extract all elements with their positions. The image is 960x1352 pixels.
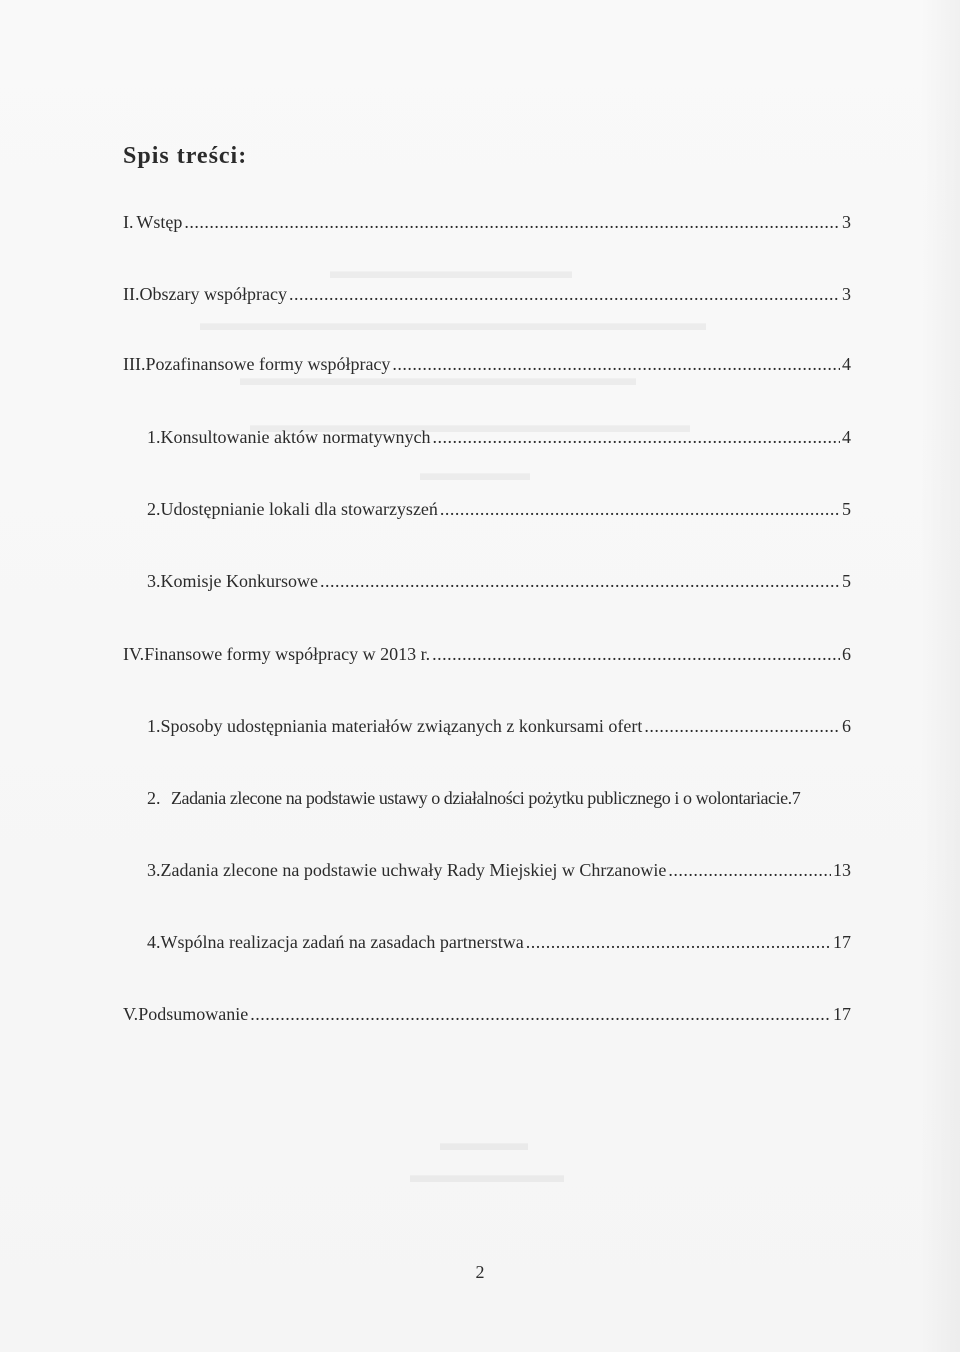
toc-entry-number: V. [123, 1004, 139, 1024]
show-through-artifact [440, 1130, 528, 1156]
toc-dot-leader [184, 211, 840, 233]
toc-entry[interactable] [147, 787, 851, 809]
toc-entry-page: 17 [833, 932, 851, 952]
toc-dot-leader [440, 498, 840, 520]
toc-dot-leader [289, 283, 840, 305]
toc-entry-page: 3 [842, 284, 851, 304]
toc-entry-page: 17 [833, 1004, 851, 1024]
toc-entry-title: Finansowe formy współpracy w 2013 r. [144, 644, 431, 664]
toc-entry[interactable] [123, 643, 851, 665]
toc-entry-number: 1. [147, 427, 161, 447]
toc-entry-title: Udostępnianie lokali dla stowarzyszeń [160, 499, 438, 519]
toc-entry-number: 2. [147, 788, 161, 808]
show-through-artifact [410, 1162, 564, 1188]
toc-entry-number: 4. [147, 932, 161, 952]
toc-entry-title: Wstęp [136, 212, 183, 232]
toc-entry-number: 3. [147, 571, 161, 591]
toc-entry[interactable] [123, 211, 851, 233]
toc-entry-page: 5 [842, 499, 851, 519]
toc-dot-leader [668, 859, 831, 881]
page-number: 2 [475, 1262, 485, 1282]
toc-entry[interactable] [147, 498, 851, 520]
toc-heading: Spis treści: [123, 143, 248, 169]
toc-entry-number: IV. [123, 644, 145, 664]
toc-entry-title: Zadania zlecone na podstawie ustawy o działalności pożytku publicznego i o wolontariacie. [171, 788, 792, 808]
toc-entry[interactable] [147, 426, 851, 448]
page-edge-shadow [920, 0, 960, 1352]
toc-dot-leader [392, 353, 840, 375]
toc-dot-leader [644, 715, 840, 737]
toc-entry[interactable] [123, 283, 851, 305]
toc-entry-title: Pozafinansowe formy współpracy [145, 354, 391, 374]
toc-entry-title: Obszary współpracy [139, 284, 287, 304]
toc-dot-leader [250, 1003, 831, 1025]
toc-entry-title: Wspólna realizacja zadań na zasadach partnerstwa [160, 932, 524, 952]
toc-entry-title: Konsultowanie aktów normatywnych [160, 427, 431, 447]
toc-entry-page: 6 [842, 716, 851, 736]
toc-entry[interactable] [147, 859, 851, 881]
toc-entry-number: 3. [147, 860, 161, 880]
toc-entry-page: 7 [791, 788, 801, 808]
toc-entry[interactable] [147, 931, 851, 953]
toc-entry-number: III. [123, 354, 146, 374]
toc-entry-page: 6 [842, 644, 851, 664]
toc-entry-page: 13 [833, 860, 851, 880]
toc-entry[interactable] [147, 570, 851, 592]
toc-entry-number: 1. [147, 716, 161, 736]
toc-dot-leader [320, 570, 840, 592]
toc-entry[interactable] [123, 353, 851, 375]
toc-entry-page: 4 [842, 427, 851, 447]
toc-dot-leader [432, 643, 840, 665]
toc-dot-leader [526, 931, 831, 953]
toc-dot-leader [432, 426, 840, 448]
toc-entry-number: II. [123, 284, 140, 304]
toc-entry-title: Zadania zlecone na podstawie uchwały Rady Miejskiej w Chrzanowie [160, 860, 667, 880]
toc-entry[interactable] [147, 715, 851, 737]
toc-entry[interactable] [123, 1003, 851, 1025]
toc-entry-title: Komisje Konkursowe [160, 571, 318, 591]
toc-entry-number: I. [123, 212, 134, 232]
toc-entry-page: 5 [842, 571, 851, 591]
toc-entry-page: 4 [842, 354, 851, 374]
show-through-artifact [420, 460, 530, 486]
toc-entry-title: Podsumowanie [138, 1004, 249, 1024]
show-through-artifact [330, 258, 572, 284]
show-through-artifact [200, 310, 706, 336]
toc-entry-number: 2. [147, 499, 161, 519]
toc-entry-title: Sposoby udostępniania materiałów związanych z konkursami ofert [160, 716, 643, 736]
toc-entry-page: 3 [841, 212, 851, 232]
